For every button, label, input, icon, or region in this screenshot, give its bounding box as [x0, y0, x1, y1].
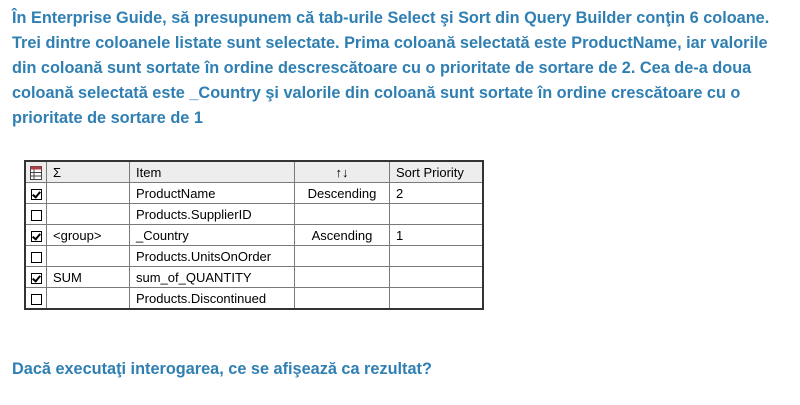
table-row — [25, 267, 483, 288]
row-sort: Ascending — [295, 225, 390, 246]
table-row — [25, 288, 483, 310]
table-row — [25, 246, 483, 267]
row-priority — [390, 288, 484, 310]
table-row — [25, 183, 483, 204]
row-select-cell[interactable] — [25, 267, 47, 288]
table-header-row — [25, 161, 483, 183]
row-select-cell[interactable] — [25, 225, 47, 246]
row-item: sum_of_QUANTITY — [130, 267, 295, 288]
header-item: Item — [130, 161, 295, 183]
header-sort-priority: Sort Priority — [390, 161, 484, 183]
row-item: ProductName — [130, 183, 295, 204]
row-checkbox[interactable] — [31, 273, 42, 284]
question-text: În Enterprise Guide, să presupunem că tab-urile Select şi Sort din Query Builder conţin 6 coloane. Trei dintre coloanele listate sunt selectate. Prima coloană selectată este ProductName, iar valorile din coloană sunt sortate în ordine descrescătoare cu o prioritate de sortare de 2. Cea de-a doua coloană selectată este _Country şi valorile din coloană sunt sortate în ordine crescătoare cu o prioritate de sortare de 1 — [12, 9, 770, 127]
row-checkbox[interactable] — [31, 252, 42, 263]
header-select-column — [25, 161, 47, 183]
row-item: Products.SupplierID — [130, 204, 295, 225]
row-checkbox[interactable] — [31, 210, 42, 221]
row-summary — [47, 288, 130, 310]
header-summary: Σ — [47, 161, 130, 183]
row-checkbox[interactable] — [31, 231, 42, 242]
row-item: Products.Discontinued — [130, 288, 295, 310]
row-select-cell[interactable] — [25, 246, 47, 267]
row-summary: SUM — [47, 267, 130, 288]
row-summary — [47, 204, 130, 225]
row-checkbox[interactable] — [31, 294, 42, 305]
row-summary — [47, 246, 130, 267]
row-sort — [295, 288, 390, 310]
row-sort — [295, 204, 390, 225]
row-select-cell[interactable] — [25, 204, 47, 225]
row-select-cell[interactable] — [25, 288, 47, 310]
row-priority — [390, 204, 484, 225]
row-sort — [295, 246, 390, 267]
row-summary — [47, 183, 130, 204]
row-priority: 2 — [390, 183, 484, 204]
row-item: Products.UnitsOnOrder — [130, 246, 295, 267]
row-priority: 1 — [390, 225, 484, 246]
table-select-icon — [30, 166, 42, 180]
table-row — [25, 204, 483, 225]
footer-question: Dacă executaţi interogarea, ce se afişează ca rezultat? — [12, 360, 432, 378]
row-priority — [390, 267, 484, 288]
table-row — [25, 225, 483, 246]
row-select-cell[interactable] — [25, 183, 47, 204]
row-item: _Country — [130, 225, 295, 246]
header-sort: ↑↓ — [295, 161, 390, 183]
query-columns-table — [24, 160, 484, 310]
row-summary: <group> — [47, 225, 130, 246]
row-priority — [390, 246, 484, 267]
row-sort — [295, 267, 390, 288]
row-sort: Descending — [295, 183, 390, 204]
row-checkbox[interactable] — [31, 189, 42, 200]
